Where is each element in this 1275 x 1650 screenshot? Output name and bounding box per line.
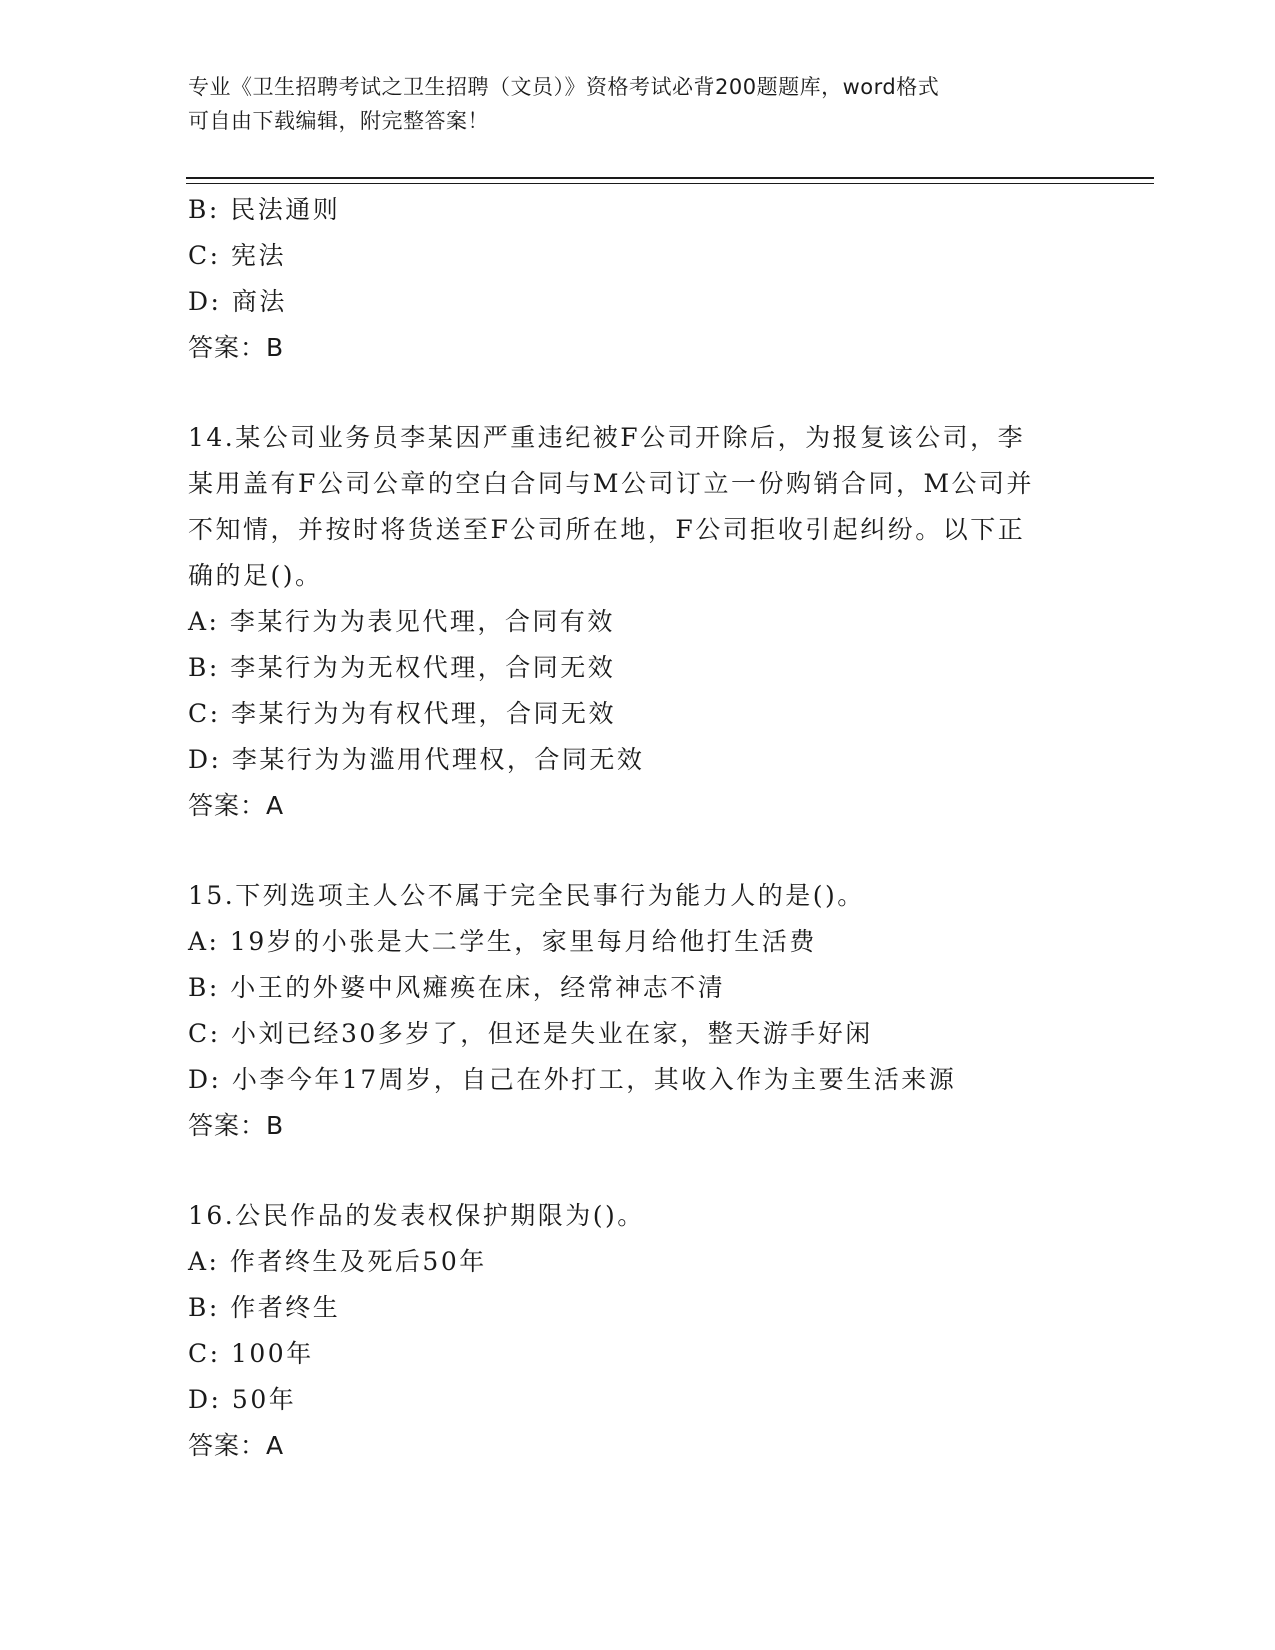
option-b: B: 小王的外婆中风瘫痪在床，经常神志不清 (188, 973, 726, 1002)
option-d: D: 50年 (188, 1385, 297, 1414)
question-text-line: 16.公民作品的发表权保护期限为()。 (188, 1201, 645, 1230)
header-rule-thin (186, 183, 1154, 184)
option-a: A: 李某行为为表见代理，合同有效 (188, 607, 615, 636)
option-c: C: 宪法 (188, 241, 286, 270)
header-line-2: 可自由下载编辑，附完整答案！ (188, 109, 489, 133)
spacer (188, 1149, 1088, 1193)
option-d: D: 李某行为为滥用代理权，合同无效 (188, 745, 645, 774)
answer-line: 答案：B (188, 1111, 285, 1140)
option-a: A: 作者终生及死后50年 (188, 1247, 487, 1276)
question-text-line: 某用盖有F公司公章的空白合同与M公司订立一份购销合同，M公司并 (188, 469, 1035, 498)
question-16 (188, 1193, 1088, 1469)
option-d: D: 商法 (188, 287, 287, 316)
question-text-line: 15.下列选项主人公不属于完全民事行为能力人的是()。 (188, 881, 865, 910)
answer-line: 答案：B (188, 333, 285, 362)
option-b: B: 作者终生 (188, 1293, 341, 1322)
option-c: C: 小刘已经30多岁了，但还是失业在家，整天游手好闲 (188, 1019, 873, 1048)
option-b: B: 民法通则 (188, 195, 341, 224)
question-15 (188, 873, 1088, 1149)
spacer (188, 829, 1088, 873)
option-d: D: 小李今年17周岁，自己在外打工，其收入作为主要生活来源 (188, 1065, 957, 1094)
header-rule-thick (186, 177, 1154, 179)
answer-line: 答案：A (188, 791, 285, 820)
option-c: C: 李某行为为有权代理，合同无效 (188, 699, 616, 728)
question-13-continuation (188, 187, 1088, 371)
option-c: C: 100年 (188, 1339, 314, 1368)
option-b: B: 李某行为为无权代理，合同无效 (188, 653, 616, 682)
spacer (188, 371, 1088, 415)
document-body (188, 187, 1088, 1469)
question-14 (188, 415, 1088, 829)
question-text-line: 不知情，并按时将货送至F公司所在地，F公司拒收引起纠纷。以下正 (188, 515, 1026, 544)
header-line-1: 专业《卫生招聘考试之卫生招聘（文员）》资格考试必背200题题库，word格式 (188, 75, 940, 99)
question-text-line: 14.某公司业务员李某因严重违纪被F公司开除后，为报复该公司，李 (188, 423, 1026, 452)
question-text-line: 确的足()。 (188, 561, 323, 590)
answer-line: 答案：A (188, 1431, 285, 1460)
option-a: A: 19岁的小张是大二学生，家里每月给他打生活费 (188, 927, 817, 956)
document-header (188, 70, 1108, 138)
